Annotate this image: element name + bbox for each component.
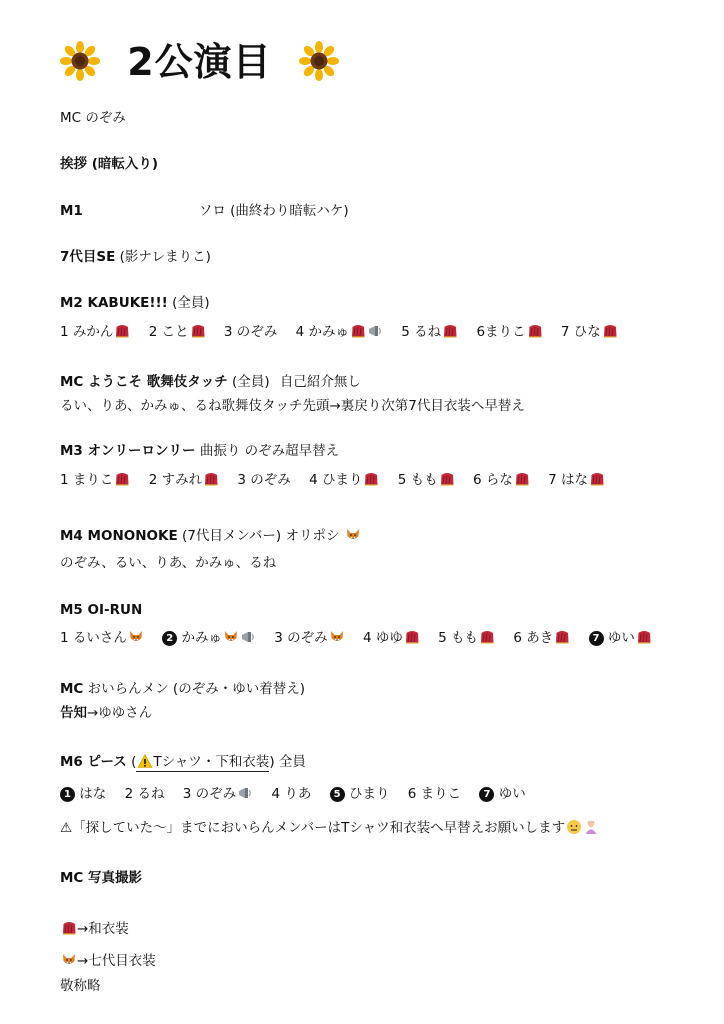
warning-icon [137,753,153,769]
title-text: 2公演目 [127,40,272,84]
list-item: 6まりこ [476,324,526,340]
m6-members [60,784,526,804]
number-badge: 1 [60,787,75,802]
fan-icon [442,323,458,339]
sunflower-icon [299,41,339,81]
fan-icon [363,471,379,487]
sunflower-icon [60,41,100,81]
list-item: 1 るいさん [60,630,127,646]
list-item: 1 みかん [60,324,114,340]
list-item: 6 まりこ [407,786,462,802]
greeting-line: 挨拶 (暗転入り) [60,156,159,172]
list-item: 4 りあ [271,786,312,802]
page-title [60,38,339,86]
megaphone-icon [367,323,383,339]
m6-header: M6 ピース ( Tシャツ・下和衣装) 全員 [60,754,306,770]
fan-icon [114,471,130,487]
fox-icon [223,629,239,645]
legend-fan: →和衣装 [60,919,129,939]
fox-icon [329,629,345,645]
m5-members [60,628,652,648]
list-item: ひまり [348,786,390,802]
fox-icon [128,629,144,645]
fan-icon [602,323,618,339]
mc2-detail: るい、りあ、かみゅ、るね歌舞伎タッチ先頭→裏戻り次第7代目衣装へ早替え [60,398,525,414]
mc4-line: MC 写真撮影 [60,870,143,886]
m4-header: M4 MONONOKE (7代目メンバー) オリポシ [60,526,361,546]
fan-icon [350,323,366,339]
megaphone-icon [240,629,256,645]
m6-warning: ⚠「探していた〜」までにおいらんメンバーはTシャツ和衣装へ早替えお願いします [60,818,599,838]
fox-icon [345,527,361,543]
fan-icon [203,471,219,487]
fan-icon [190,323,206,339]
m2-header: M2 KABUKE!!! (全員) [60,295,210,311]
mc-line: MC のぞみ [60,110,126,126]
fan-icon [589,471,605,487]
list-item: 2 こと [148,324,189,340]
fan-icon [554,629,570,645]
m5-header: M5 OI-RUN [60,602,143,618]
number-badge: 5 [330,787,345,802]
face-icon [566,819,582,835]
se-line: 7代目SE (影ナレまりこ) [60,249,211,265]
list-item: 5 もも [438,630,479,646]
fan-icon [636,629,652,645]
number-badge: 2 [162,631,177,646]
list-item: 3 のぞみ [237,472,291,488]
m3-header: M3 オンリーロンリー 曲振り のぞみ超早替え [60,443,340,459]
list-item: 7 ひな [560,324,601,340]
number-badge: 7 [589,631,604,646]
fan-icon [404,629,420,645]
list-item: ゆい [607,630,635,646]
m1-text: ソロ (曲終わり暗転ハケ) [198,203,349,219]
legend-fox: →七代目衣装 [60,951,156,971]
m4-members: のぞみ、るい、りあ、かみゅ、るね [60,555,277,571]
fan-icon [479,629,495,645]
fan-icon [514,471,530,487]
list-item: 5 るね [401,324,442,340]
megaphone-icon [237,785,253,801]
m1-line [60,201,349,221]
list-item: 3 のぞみ [274,630,328,646]
list-item: 3 のぞみ [223,324,278,340]
fox-icon [61,952,77,968]
list-item: 6 らな [472,472,513,488]
costume-note: Tシャツ・下和衣装 [136,754,269,772]
list-item: 2 るね [124,786,165,802]
list-item: 3 のぞみ [182,786,237,802]
mc3-header: MC おいらんメン (のぞみ・ゆい着替え) [60,681,305,697]
list-item: 4 ひまり [309,472,363,488]
m1-label: M1 [60,203,83,219]
list-item: 2 すみれ [148,472,203,488]
fan-icon [61,920,77,936]
list-item: ゆい [498,786,526,802]
list-item: 4 ゆゆ [362,630,403,646]
honorific-note: 敬称略 [60,978,101,994]
list-item: 5 もも [397,472,438,488]
fan-icon [527,323,543,339]
list-item: はな [79,786,107,802]
fan-icon [439,471,455,487]
mc3-detail: 告知→ゆゆさん [60,705,153,721]
list-item: 6 あき [513,630,554,646]
fan-icon [114,323,130,339]
m2-members [60,322,618,342]
list-item: 4 かみゅ [295,324,349,340]
m3-members [60,470,605,490]
mc2-header: MC ようこそ 歌舞伎タッチ (全員) 自己紹介無し [60,374,361,390]
list-item: 7 はな [548,472,589,488]
number-badge: 7 [479,787,494,802]
list-item: 1 まりこ [60,472,114,488]
list-item: かみゅ [181,630,222,646]
person-icon [583,819,599,835]
